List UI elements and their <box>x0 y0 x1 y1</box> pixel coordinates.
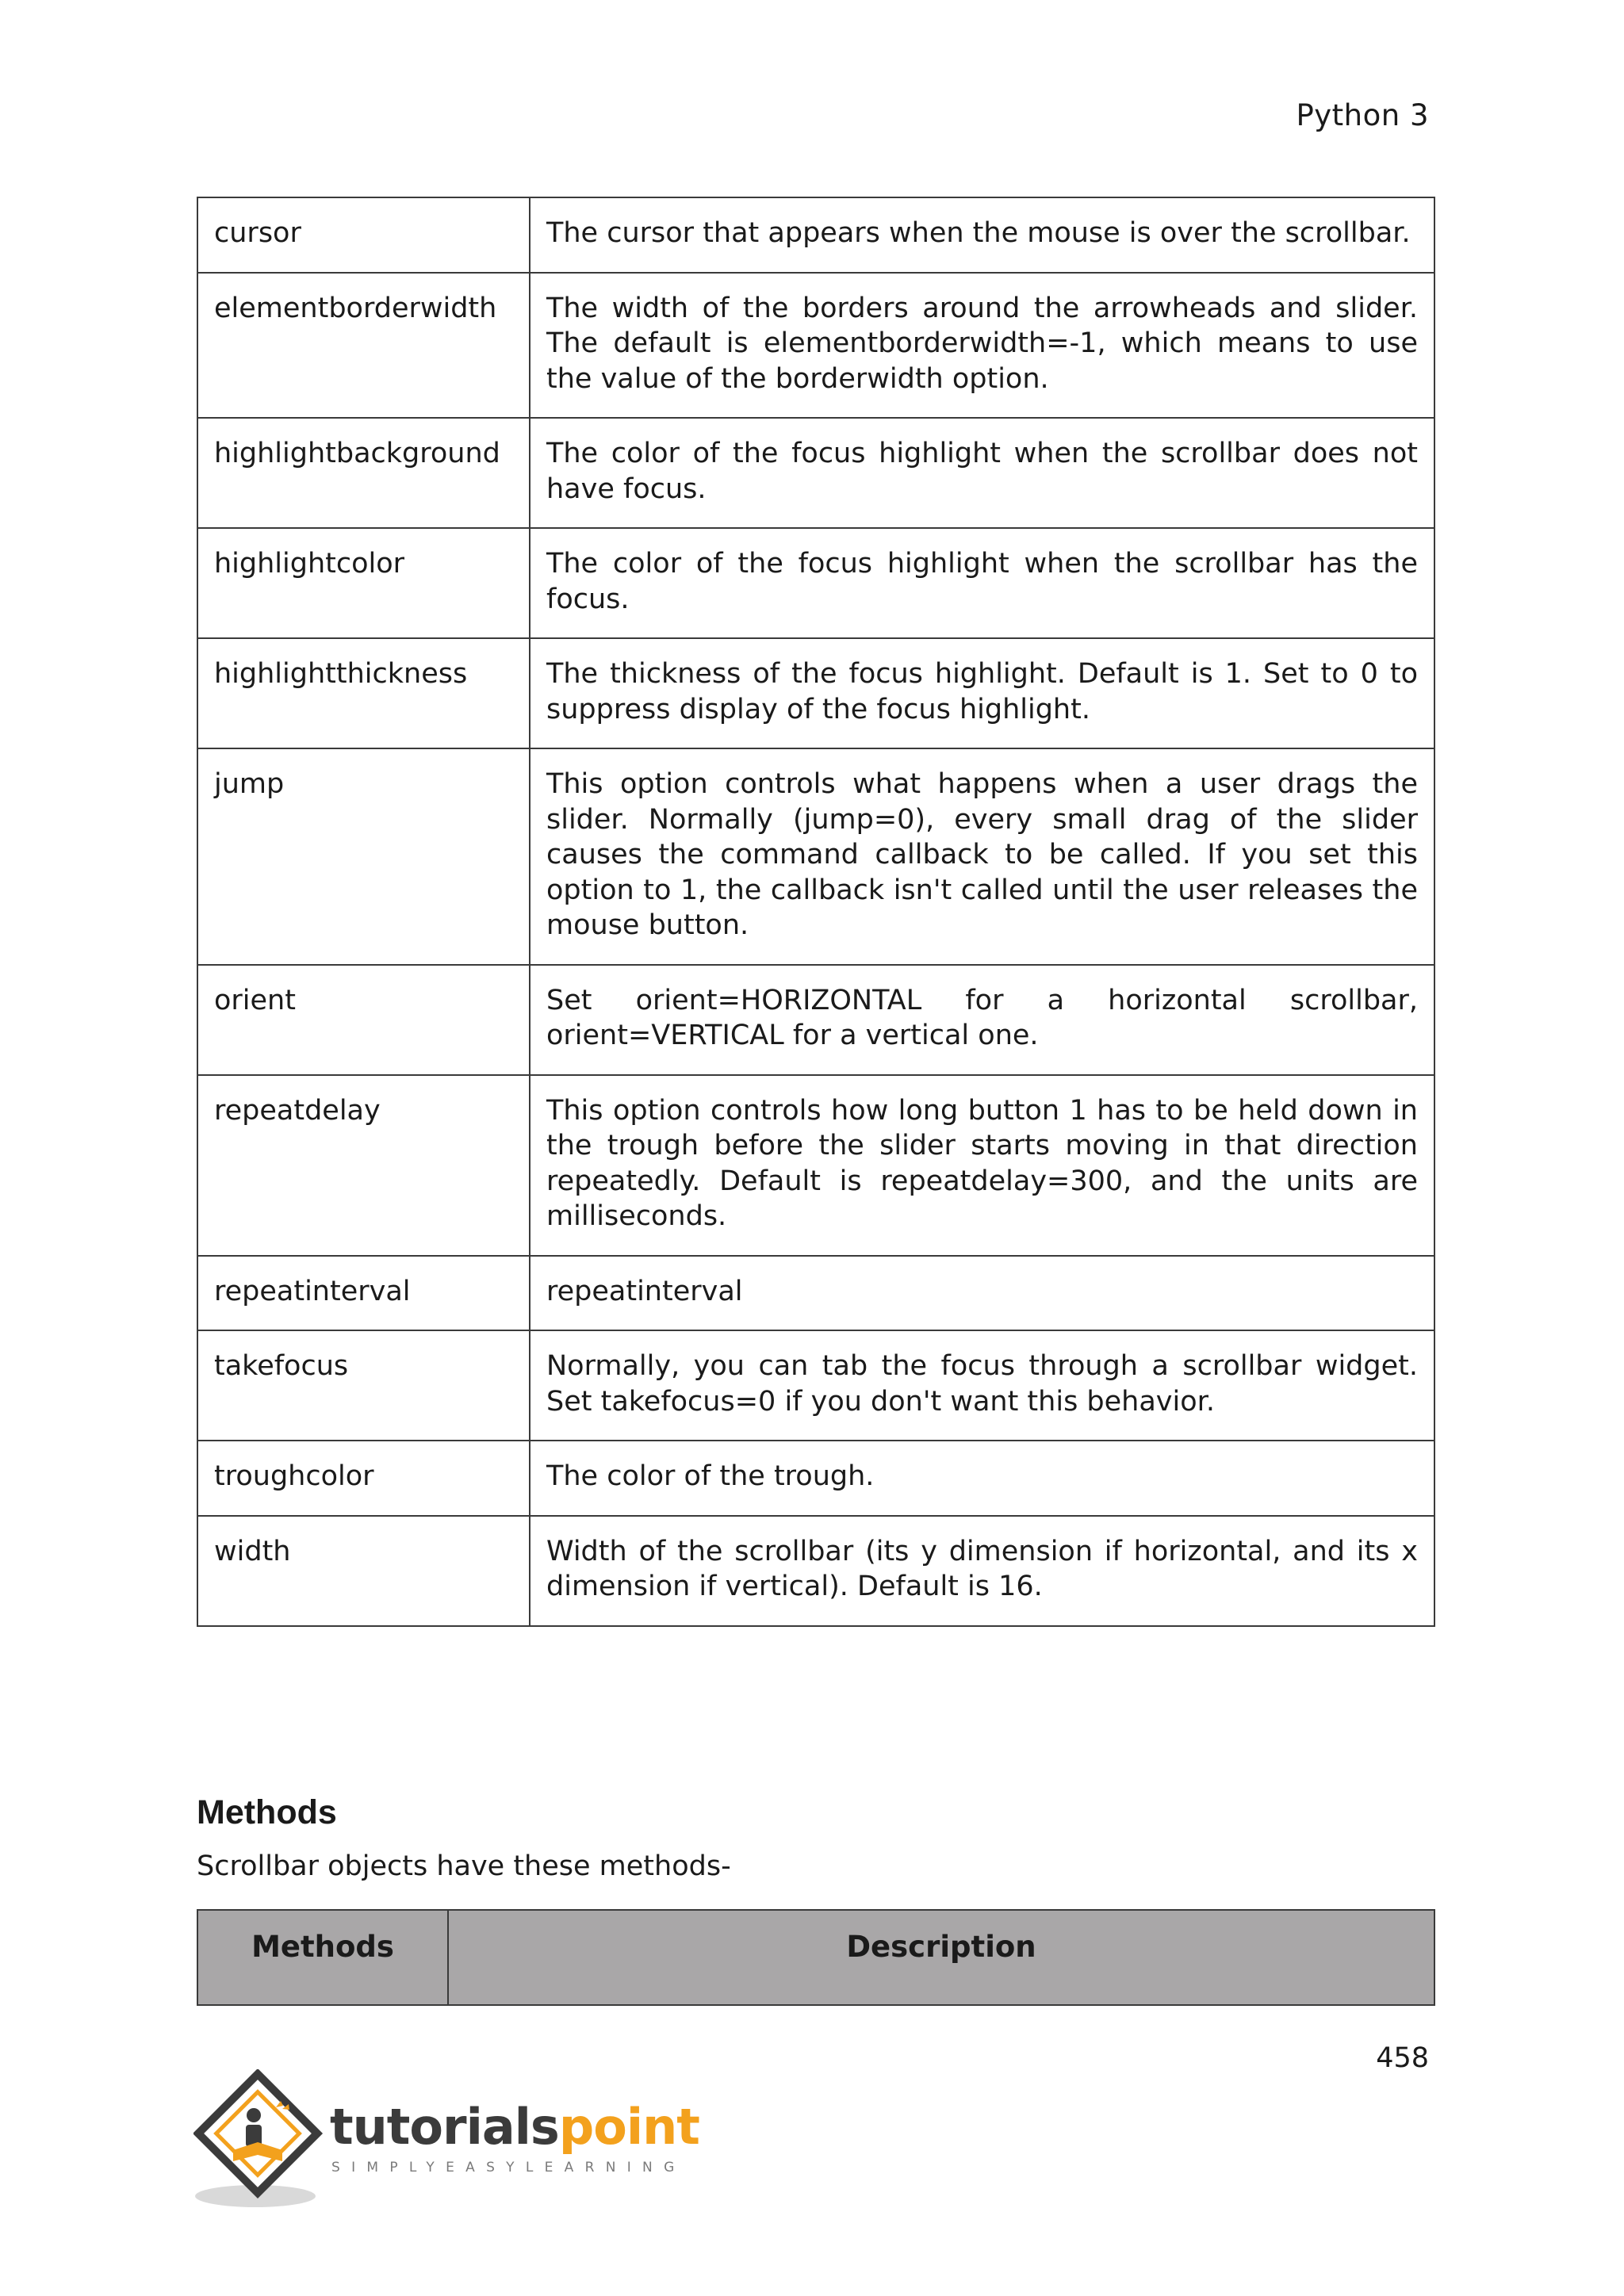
methods-column-header: Methods <box>197 1910 448 2005</box>
option-name-cell: repeatdelay <box>197 1075 530 1256</box>
methods-table-header-row <box>197 1910 1434 2005</box>
option-name-cell: takefocus <box>197 1330 530 1441</box>
table-row <box>197 197 1434 273</box>
option-description-cell: The cursor that appears when the mouse is over the scrollbar. <box>530 197 1434 273</box>
option-description-cell: The color of the focus highlight when the scrollbar does not have focus. <box>530 418 1434 528</box>
option-name-cell: highlightcolor <box>197 528 530 638</box>
option-name-cell: orient <box>197 965 530 1075</box>
option-description-cell: Set orient=HORIZONTAL for a horizontal scrollbar, orient=VERTICAL for a vertical one. <box>530 965 1434 1075</box>
option-description-cell: Normally, you can tab the focus through a scrollbar widget. Set takefocus=0 if you don't want this behavior. <box>530 1330 1434 1441</box>
option-name-cell: cursor <box>197 197 530 273</box>
option-description-cell: repeatinterval <box>530 1256 1434 1331</box>
running-header-title: Python 3 <box>1296 98 1429 132</box>
tutorialspoint-logo <box>193 2069 699 2212</box>
table-row <box>197 1516 1434 1626</box>
page-number: 458 <box>1376 2042 1429 2074</box>
options-table-body <box>197 197 1434 1626</box>
option-description-cell: The thickness of the focus highlight. Default is 1. Set to 0 to suppress display of the focus highlight. <box>530 638 1434 748</box>
scrollbar-options-table <box>197 197 1435 1627</box>
table-row <box>197 1256 1434 1331</box>
table-row <box>197 418 1434 528</box>
methods-table <box>197 1909 1435 2006</box>
table-row <box>197 273 1434 419</box>
option-description-cell: Width of the scrollbar (its y dimension if horizontal, and its x dimension if vertical). Default is 16. <box>530 1516 1434 1626</box>
option-name-cell: highlightthickness <box>197 638 530 748</box>
logo-tagline: SIMPLYEASYLEARNING <box>331 2160 686 2175</box>
table-row <box>197 638 1434 748</box>
option-description-cell: This option controls how long button 1 has to be held down in the trough before the slider starts moving in that direction repeatedly. Default is repeatdelay=300, and the units are milliseconds. <box>530 1075 1434 1256</box>
option-name-cell: troughcolor <box>197 1441 530 1516</box>
logo-wordmark: tutorialspoint <box>330 2098 699 2156</box>
table-row <box>197 528 1434 638</box>
table-row <box>197 748 1434 965</box>
option-name-cell: width <box>197 1516 530 1626</box>
table-row <box>197 1075 1434 1256</box>
description-column-header: Description <box>448 1910 1434 2005</box>
table-row <box>197 1441 1434 1516</box>
option-description-cell: The width of the borders around the arrowheads and slider. The default is elementborderwidth=-1, which means to use the value of the borderwidth option. <box>530 273 1434 419</box>
option-name-cell: highlightbackground <box>197 418 530 528</box>
methods-heading: Methods <box>197 1793 337 1831</box>
option-description-cell: The color of the focus highlight when the scrollbar has the focus. <box>530 528 1434 638</box>
option-description-cell: The color of the trough. <box>530 1441 1434 1516</box>
table-row <box>197 1330 1434 1441</box>
option-name-cell: repeatinterval <box>197 1256 530 1331</box>
option-name-cell: elementborderwidth <box>197 273 530 419</box>
option-description-cell: This option controls what happens when a user drags the slider. Normally (jump=0), every small drag of the slider causes the command callback to be called. If you set this option to 1, the callback isn't called until the user releases the mouse button. <box>530 748 1434 965</box>
table-row <box>197 965 1434 1075</box>
option-name-cell: jump <box>197 748 530 965</box>
methods-intro-text: Scrollbar objects have these methods- <box>197 1850 731 1882</box>
logo-diamond-icon <box>193 2069 328 2212</box>
